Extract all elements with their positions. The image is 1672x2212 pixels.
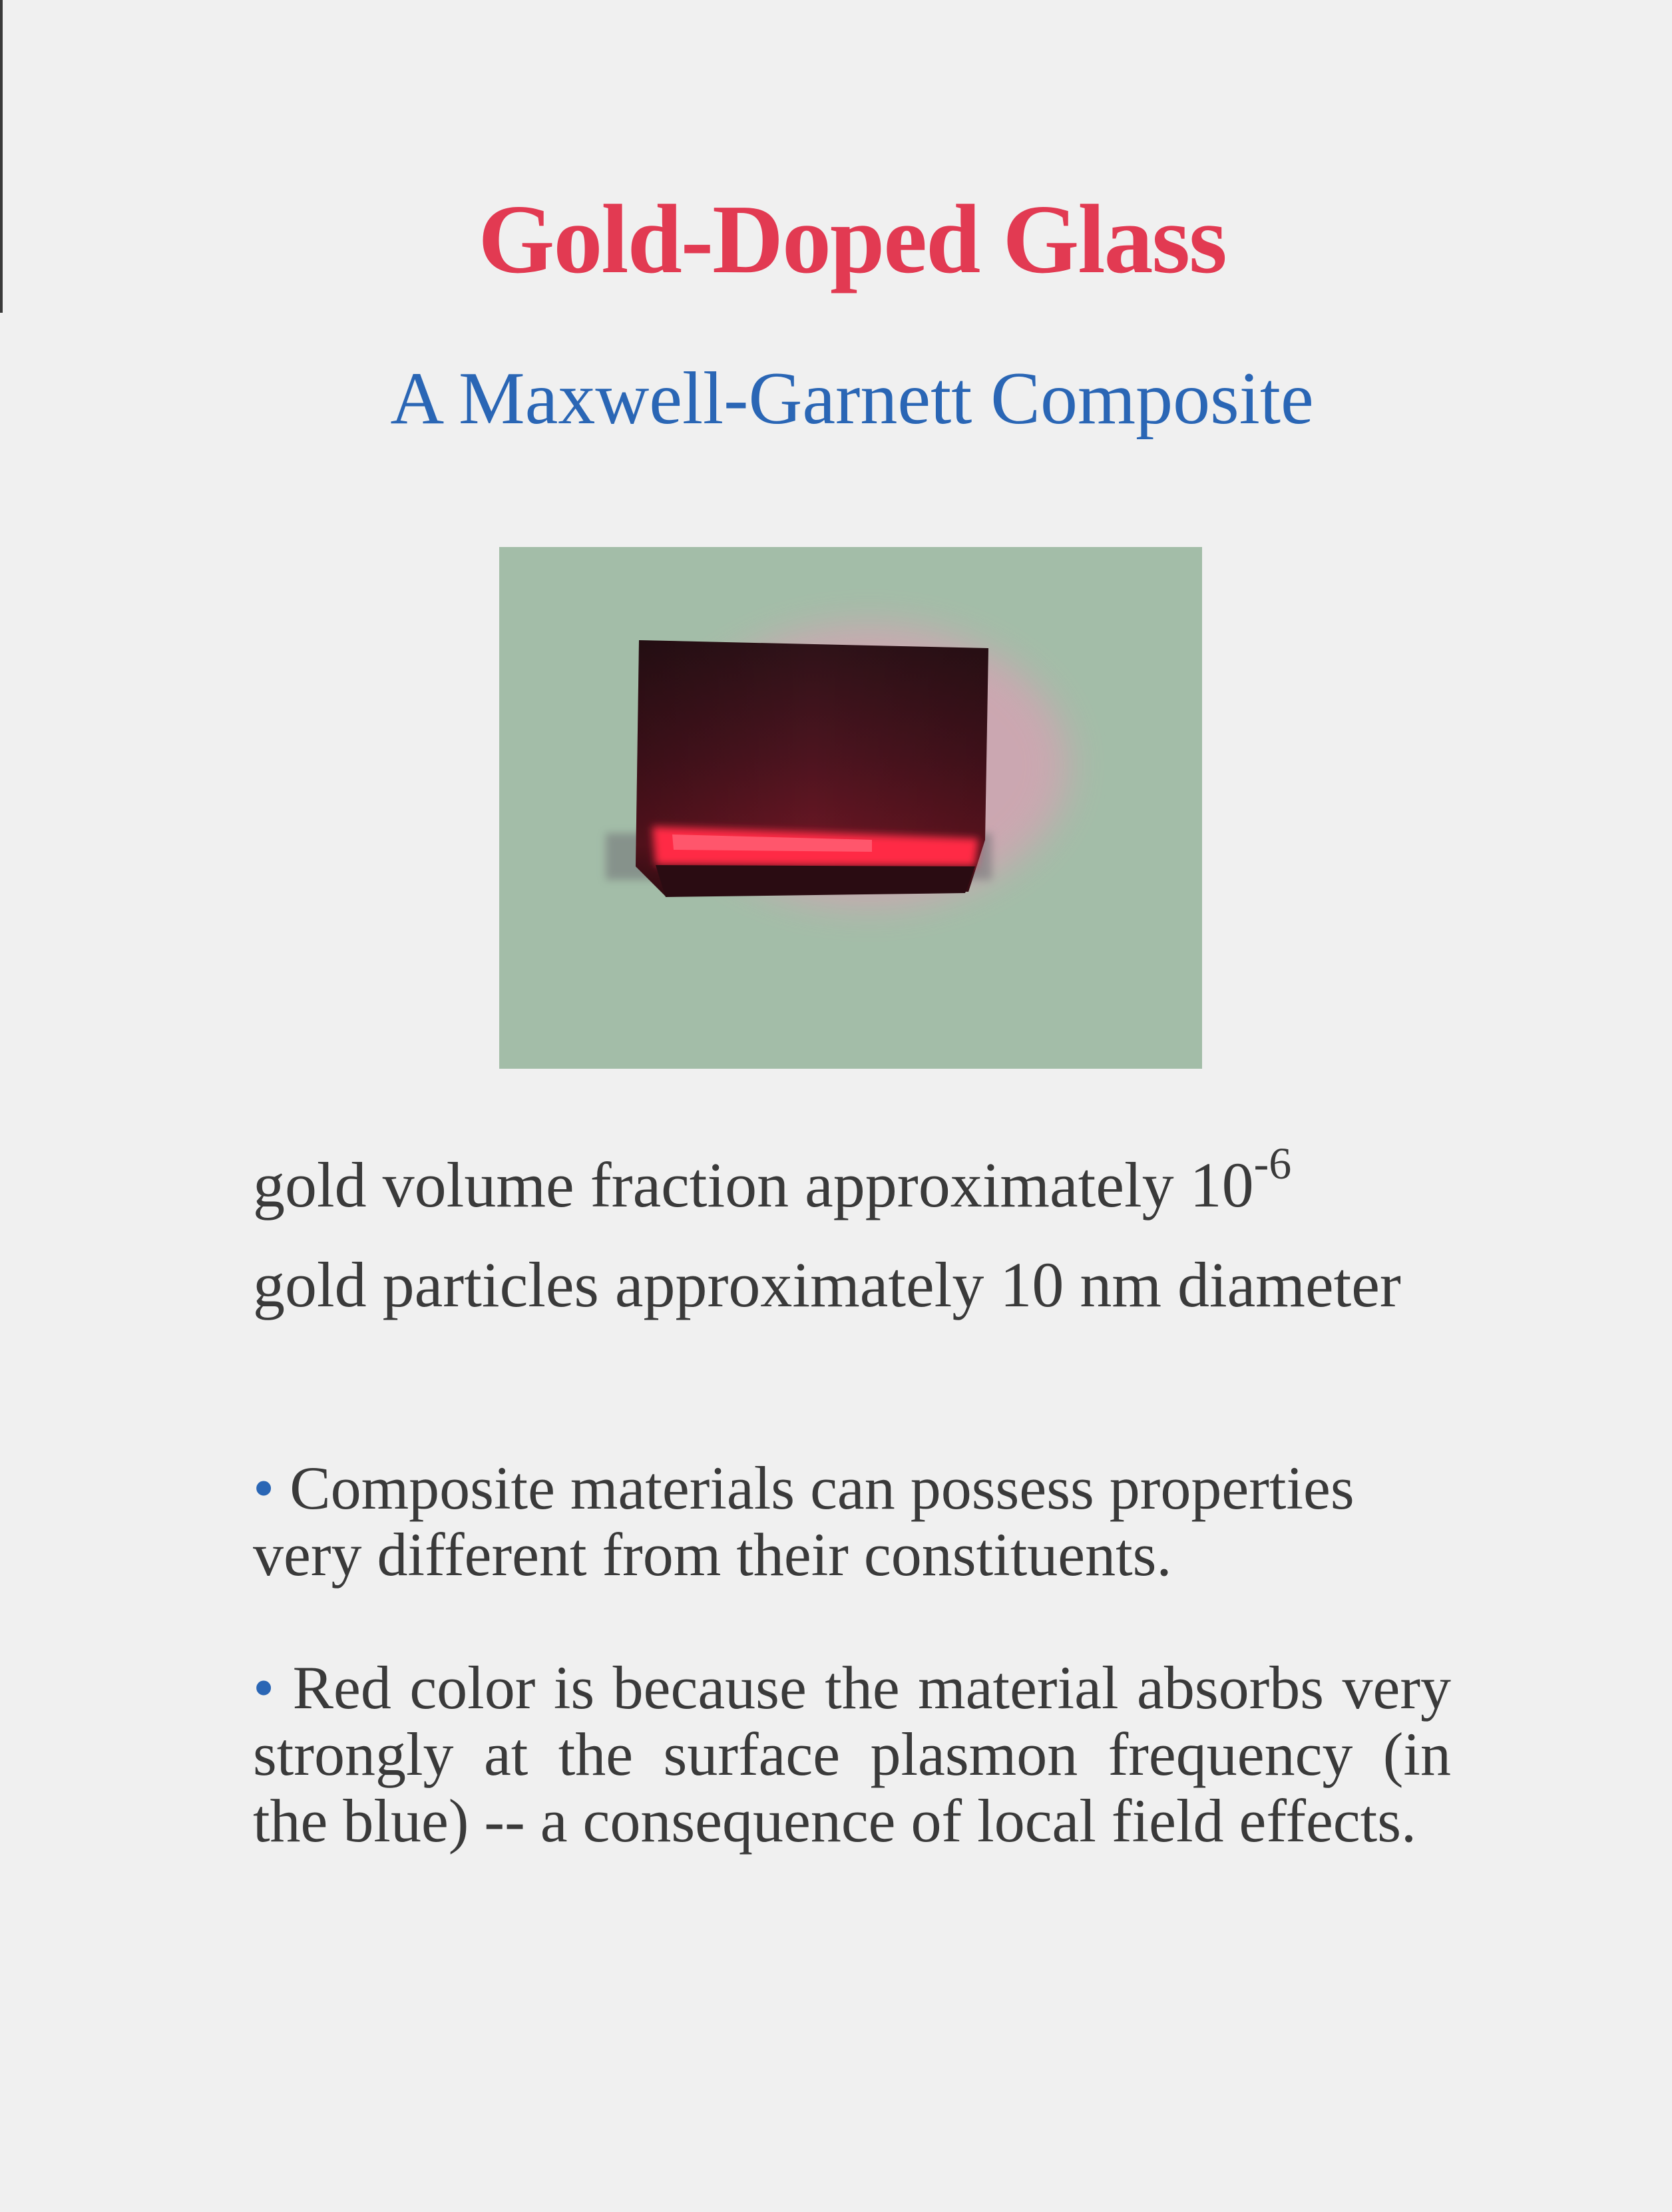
gold-volume-fraction (253, 1138, 1292, 1222)
bullet-marker-2: • (253, 1654, 275, 1722)
gold-glass-illustration (499, 547, 1202, 1069)
page-title: Gold-Doped Glass (478, 185, 1226, 294)
page-subtitle: A Maxwell-Garnett Composite (390, 357, 1314, 440)
bullet-text-2: Red color is because the material absorbs very strongly at the surface plasmon frequency (in the blue) -- a consequence of local field effects. (253, 1654, 1451, 1855)
bullet-marker-1: • (253, 1454, 275, 1522)
bullet-point-2 (253, 1654, 1451, 1854)
gold-volume-fraction-text: gold volume fraction approximately 10 (253, 1149, 1254, 1220)
gold-glass-photo (499, 547, 1202, 1069)
gold-particle-size: gold particles approximately 10 nm diameter (253, 1249, 1401, 1320)
gold-volume-fraction-exponent: -6 (1253, 1138, 1292, 1189)
glass-bottom-face (656, 865, 975, 897)
bullet-text-1: Composite materials can possess properties very different from their constituents. (253, 1454, 1355, 1588)
bullet-point-1 (253, 1455, 1451, 1588)
